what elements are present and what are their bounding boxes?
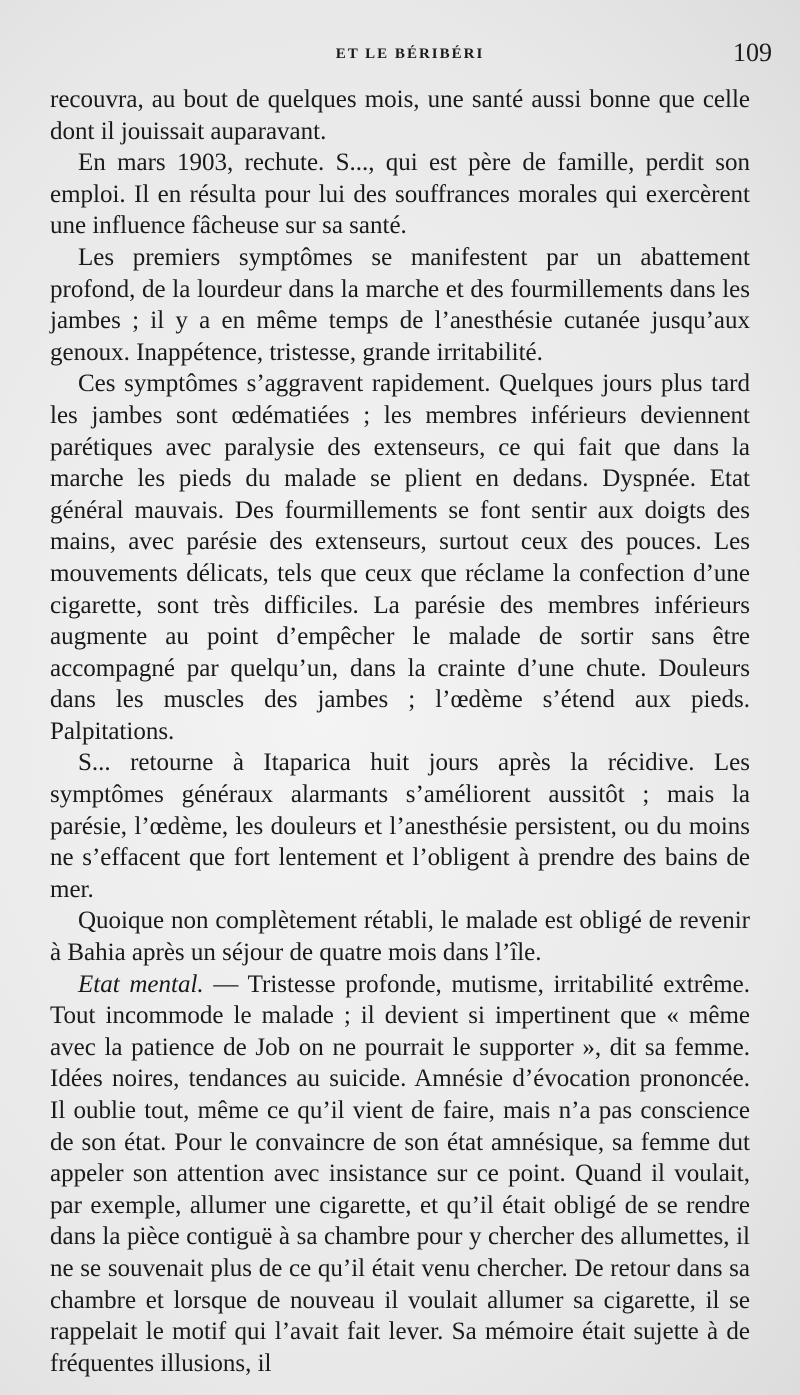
- paragraph-4: Ces symptômes s’aggravent rapidement. Quelques jours plus tard les jambes sont œdématiées ; les membres inférieurs deviennent parétiques avec paralysie des extenseurs, ce qui fait que dans la marche les pieds du malade se plient en dedans. Dyspnée. Etat général mauvais. Des fourmillements se font sentir aux doigts des mains, avec parésie des extenseurs, surtout ceux des pouces. Les mouvements délicats, tels que ceux que réclame la confection d’une cigarette, sont très difficiles. La parésie des membres inférieurs augmente au point d’empêcher le malade de sortir sans être accompagné par quelqu’un, dans la crainte d’une chute. Douleurs dans les muscles des jambes ; l’œdème s’étend aux pieds. Palpitations.: [50, 370, 750, 745]
- body-text: [50, 84, 750, 1379]
- page-number: 109: [733, 38, 772, 67]
- paragraph-3: Les premiers symptômes se manifestent par un abattement profond, de la lourdeur dans la marche et des fourmillements dans les jambes ; il y a en même temps de l’anesthésie cutanée jusqu’aux genoux. Inappétence, tristesse, grande irritabilité.: [50, 243, 750, 366]
- paragraph-2: En mars 1903, rechute. S..., qui est père de famille, perdit son emploi. Il en résulta pour lui des souffrances morales qui exercèrent une influence fâcheuse sur sa santé.: [50, 149, 750, 240]
- paragraph-7-text: — Tristesse profonde, mutisme, irritabilité extrême. Tout incommode le malade ; il devient si impertinent que « même avec la patience de Job on ne pourrait le supporter », dit sa femme. Idées noires, tendances au suicide. Amnésie d’évocation prononcée. Il oublie tout, même ce qu’il vient de faire, mais n’a pas conscience de son état. Pour le convaincre de son état amnésique, sa femme dut appeler son attention avec insistance sur ce point. Quand il voulait, par exemple, allumer une cigarette, et qu’il était obligé de se rendre dans la pièce contiguë à sa chambre pour y chercher des allumettes, il ne se souvenait plus de ce qu’il était venu chercher. De retour dans sa chambre et lorsque de nouveau il voulait allumer sa cigarette, il se rappelait le motif qui l’avait fait lever. Sa mémoire était sujette à de fréquentes illusions, il: [50, 970, 750, 1377]
- paragraph-7: [50, 969, 750, 1380]
- paragraph-1: recouvra, au bout de quelques mois, une santé aussi bonne que celle dont il jouissait auparavant.: [50, 86, 750, 145]
- paragraph-5: S... retourne à Itaparica huit jours après la récidive. Les symptômes généraux alarmants s’améliorent aussitôt ; mais la parésie, l’œdème, les douleurs et l’anesthésie persistent, ou du moins ne s’effacent que fort lentement et l’obligent à prendre des bains de mer.: [50, 749, 750, 903]
- page-header: [48, 40, 772, 80]
- section-label-etat-mental: Etat mental.: [78, 970, 204, 998]
- running-head: ET LE BÉRIBÉRI: [335, 46, 485, 62]
- paragraph-6: Quoique non complètement rétabli, le malade est obligé de revenir à Bahia après un séjour de quatre mois dans l’île.: [50, 907, 750, 967]
